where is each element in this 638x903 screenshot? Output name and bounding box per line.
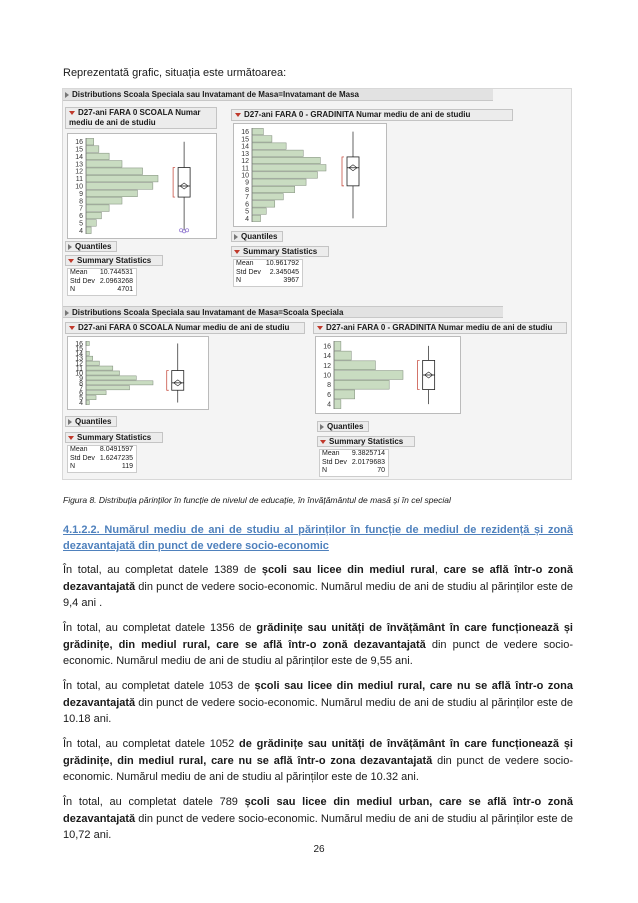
plot-svg xyxy=(316,337,460,413)
histogram-bar xyxy=(334,380,389,389)
figure-caption: Figura 8. Distribuția părinților în funcție de nivelul de educație, în învățământul de masă și în cel special xyxy=(63,495,451,505)
red-triangle-menu-icon[interactable] xyxy=(320,440,326,444)
red-triangle-menu-icon[interactable] xyxy=(69,326,75,330)
boxplot-box xyxy=(347,157,359,186)
summary-statistics-toggle[interactable]: Summary Statistics xyxy=(317,436,415,447)
text-run: din punct de vedere socio-economic. Numărul mediu de ani de studiu al părinților este de 10.18 ani. xyxy=(63,696,573,725)
histogram-bar xyxy=(86,400,89,404)
stat-row: Mean 10.744531 xyxy=(70,269,133,276)
stat-row: N 4701 xyxy=(70,286,133,293)
tick-label: 11 xyxy=(241,165,249,173)
collapse-icon[interactable] xyxy=(65,92,69,98)
histogram-bar xyxy=(86,212,101,219)
histogram-bar xyxy=(252,136,272,142)
histogram-bar xyxy=(86,175,158,182)
tick-label: 13 xyxy=(241,150,249,158)
boxplot-box xyxy=(172,371,184,391)
tick-label: 8 xyxy=(79,198,83,206)
summary-statistics-toggle[interactable]: Summary Statistics xyxy=(65,432,163,443)
tick-label: 6 xyxy=(327,391,331,399)
histogram-bar xyxy=(334,361,375,370)
tick-label: 12 xyxy=(75,168,83,176)
histogram-bar xyxy=(252,201,275,207)
stat-row: Mean 9.3825714 xyxy=(322,450,385,457)
tick-label: 9 xyxy=(79,375,83,383)
bold-text-run: de grădinițe sau unități de învățământ în care funcționează și grădinițe, din mediul rural, care nu se află într-o zona dezavantajată xyxy=(63,738,573,767)
collapse-icon[interactable] xyxy=(65,310,69,316)
histogram-bar xyxy=(86,190,137,197)
panel-header-scoala-speciala[interactable]: D27-ani FARA 0 SCOALA Numar mediu de ani de studiu xyxy=(65,322,305,334)
histogram-bar xyxy=(252,157,320,163)
section-header-speciala[interactable]: Distributions Scoala Speciala sau Invatamant de Masa=Scoala Speciala xyxy=(63,306,503,318)
outlier-point xyxy=(186,229,189,232)
panel-header-gradinita-masa[interactable]: D27-ani FARA 0 - GRADINITA Numar mediu de ani de studiu xyxy=(231,109,513,121)
histogram-bar xyxy=(334,400,341,409)
summary-statistics-toggle[interactable]: Summary Statistics xyxy=(65,255,163,266)
quantiles-toggle[interactable]: Quantiles xyxy=(65,241,117,252)
histogram-bar xyxy=(86,371,120,375)
collapse-icon[interactable] xyxy=(68,419,72,425)
red-triangle-menu-icon[interactable] xyxy=(235,113,241,117)
histogram-bar xyxy=(86,341,89,345)
histogram-boxplot-gradinita-speciala xyxy=(315,336,461,414)
plot-svg xyxy=(68,337,208,409)
tick-label: 10 xyxy=(241,172,249,180)
histogram-boxplot-gradinita-masa xyxy=(233,123,387,227)
tick-label: 4 xyxy=(245,215,249,223)
tick-label: 15 xyxy=(241,136,249,144)
boxplot-box xyxy=(178,168,190,198)
histogram-bar xyxy=(86,146,99,153)
tick-label: 10 xyxy=(75,370,83,378)
histogram-bar xyxy=(86,381,153,385)
panel-header-gradinita-speciala[interactable]: D27-ani FARA 0 - GRADINITA Numar mediu de ani de studiu xyxy=(313,322,567,334)
tick-label: 6 xyxy=(245,201,249,209)
stat-row: N 119 xyxy=(70,463,133,470)
histogram-bar xyxy=(86,351,89,355)
tick-label: 16 xyxy=(75,340,83,348)
histogram-bar xyxy=(252,193,283,199)
text-run: din punct de vedere socio-economic. Numărul mediu de ani de studiu al părinților este de 10,72 ani. xyxy=(63,812,573,841)
text-run: din punct de vedere socio-economic. Numărul mediu de ani de studiu al părinților este de 9,4 ani . xyxy=(63,580,573,609)
tick-label: 13 xyxy=(75,161,83,169)
tick-label: 4 xyxy=(79,227,83,235)
stat-row: Mean 10.961792 xyxy=(236,260,299,267)
shortest-half-bracket xyxy=(342,157,344,186)
tick-label: 7 xyxy=(79,205,83,213)
tick-label: 6 xyxy=(79,213,83,221)
tick-label: 7 xyxy=(245,194,249,202)
histogram-bar xyxy=(86,391,106,395)
histogram-bar xyxy=(252,186,295,192)
bold-text-run: școli sau licee din mediul urban, care se află într-o zonă dezavantajată xyxy=(63,796,573,825)
tick-label: 11 xyxy=(75,365,83,373)
text-run: În total, au completat datele 1389 de xyxy=(63,564,262,576)
panel-header-scoala-masa[interactable]: D27-ani FARA 0 SCOALA Numar mediu de ani de studiu xyxy=(65,107,217,129)
text-run: În total, au completat datele 789 xyxy=(63,796,245,808)
tick-label: 15 xyxy=(75,345,83,353)
histogram-bar xyxy=(86,168,143,175)
shortest-half-bracket xyxy=(418,360,420,389)
red-triangle-menu-icon[interactable] xyxy=(234,250,240,254)
histogram-bar xyxy=(86,197,122,204)
tick-label: 8 xyxy=(327,382,331,390)
summary-statistics-table xyxy=(233,259,303,287)
plot-svg xyxy=(68,134,216,238)
histogram-bar xyxy=(86,386,130,390)
histogram-bar xyxy=(86,356,93,360)
quantiles-toggle[interactable]: Quantiles xyxy=(231,231,283,242)
summary-statistics-toggle[interactable]: Summary Statistics xyxy=(231,246,329,257)
tick-label: 11 xyxy=(75,176,83,184)
text-run: În total, au completat datele 1052 xyxy=(63,738,240,750)
distribution-figure xyxy=(62,88,572,480)
histogram-bar xyxy=(86,376,136,380)
tick-label: 14 xyxy=(241,143,249,151)
collapse-icon[interactable] xyxy=(234,234,238,240)
paragraph-2 xyxy=(63,620,573,670)
tick-label: 16 xyxy=(75,139,83,147)
histogram-bar xyxy=(252,172,317,178)
red-triangle-menu-icon[interactable] xyxy=(317,326,323,330)
tick-label: 14 xyxy=(75,350,83,358)
tick-label: 9 xyxy=(245,179,249,187)
histogram-bar xyxy=(86,366,113,370)
plot-svg xyxy=(234,124,386,226)
histogram-bar xyxy=(252,215,261,221)
histogram-bar xyxy=(86,183,153,190)
paragraph-1 xyxy=(63,562,573,612)
histogram-bar xyxy=(86,220,96,227)
bold-text-run: școli sau licee din mediul rural, care nu se află într-o zona dezavantajată xyxy=(63,680,573,709)
histogram-bar xyxy=(252,143,286,149)
tick-label: 14 xyxy=(75,153,83,161)
page-number: 26 xyxy=(313,844,325,855)
text-run: În total, au completat datele 1053 de xyxy=(63,680,255,692)
histogram-bar xyxy=(252,208,266,214)
tick-label: 15 xyxy=(75,146,83,154)
summary-statistics-table xyxy=(319,449,389,477)
tick-label: 6 xyxy=(79,390,83,398)
section-heading: 4.1.2.2. Numărul mediu de ani de studiu al părinților în funcție de mediul de rezidență și zonă dezavantajată din punct de vedere socio-economic xyxy=(63,524,573,552)
histogram-bar xyxy=(86,138,94,145)
paragraph-4 xyxy=(63,736,573,786)
summary-statistics-table xyxy=(67,445,137,473)
text-run: din punct de vedere socio-economic. Numărul mediu de ani de studiu al părinților este de 9,55 ani. xyxy=(63,638,573,667)
tick-label: 7 xyxy=(79,385,83,393)
histogram-bar xyxy=(86,361,99,365)
bold-text-run: care se află într-o zonă dezavantajată xyxy=(63,564,573,593)
histogram-bar xyxy=(334,390,355,399)
stat-row: N 3967 xyxy=(236,277,299,284)
intro-text: Reprezentată grafic, situația este următoarea: xyxy=(63,67,287,79)
histogram-bar xyxy=(334,371,403,380)
paragraph-5 xyxy=(63,794,573,844)
stat-row: Mean 8.0491597 xyxy=(70,446,133,453)
histogram-bar xyxy=(86,153,109,160)
tick-label: 14 xyxy=(323,353,331,361)
bold-text-run: școli sau licee din mediul rural xyxy=(261,564,435,576)
stat-row: Std Dev 2.345045 xyxy=(236,268,299,276)
tick-label: 4 xyxy=(327,401,331,409)
histogram-bar xyxy=(86,227,91,234)
histogram-bar xyxy=(86,161,122,168)
tick-label: 16 xyxy=(241,129,249,137)
text-run: , xyxy=(434,564,444,576)
histogram-bar xyxy=(86,205,109,212)
text-run: În total, au completat datele 1356 de xyxy=(63,622,257,634)
text-run: din punct de vedere socio-economic. Numărul mediu de ani de studiu al părinților este de 10.32 ani. xyxy=(63,754,573,783)
red-triangle-menu-icon[interactable] xyxy=(68,436,74,440)
histogram-bar xyxy=(334,351,351,360)
stat-row: Std Dev 2.0963268 xyxy=(70,277,133,285)
stat-row: Std Dev 2.0179683 xyxy=(322,458,385,466)
tick-label: 12 xyxy=(241,158,249,166)
histogram-bar xyxy=(252,165,326,171)
tick-label: 10 xyxy=(323,372,331,380)
bold-text-run: grădinițe sau unități de învățământ în care funcționează și grădinițe, din mediul rural, care se află într-o zonă dezavantajată xyxy=(63,622,573,651)
collapse-icon[interactable] xyxy=(320,424,324,430)
histogram-bar xyxy=(252,128,263,134)
stat-row: Std Dev 1.6247235 xyxy=(70,454,133,462)
stat-row: N 70 xyxy=(322,467,385,474)
tick-label: 5 xyxy=(79,395,83,403)
tick-label: 10 xyxy=(75,183,83,191)
red-triangle-menu-icon[interactable] xyxy=(69,111,75,115)
collapse-icon[interactable] xyxy=(68,244,72,250)
tick-label: 12 xyxy=(75,360,83,368)
histogram-bar xyxy=(252,179,306,185)
shortest-half-bracket xyxy=(173,168,175,198)
histogram-boxplot-scoala-masa xyxy=(67,133,217,239)
paragraph-3 xyxy=(63,678,573,728)
section-header-masa[interactable]: Distributions Scoala Speciala sau Invatamant de Masa=Invatamant de Masa xyxy=(63,89,493,101)
quantiles-toggle[interactable]: Quantiles xyxy=(65,416,117,427)
tick-label: 16 xyxy=(323,343,331,351)
red-triangle-menu-icon[interactable] xyxy=(68,259,74,263)
summary-statistics-table xyxy=(67,268,137,296)
tick-label: 9 xyxy=(79,190,83,198)
quantiles-toggle[interactable]: Quantiles xyxy=(317,421,369,432)
tick-label: 5 xyxy=(245,208,249,216)
histogram-bar xyxy=(334,341,341,350)
tick-label: 5 xyxy=(79,220,83,228)
histogram-boxplot-scoala-speciala xyxy=(67,336,209,410)
histogram-bar xyxy=(252,150,303,156)
tick-label: 12 xyxy=(323,362,331,370)
tick-label: 8 xyxy=(245,186,249,194)
shortest-half-bracket xyxy=(167,371,169,391)
tick-label: 13 xyxy=(75,355,83,363)
histogram-bar xyxy=(86,396,96,400)
tick-label: 4 xyxy=(79,400,83,408)
tick-label: 8 xyxy=(79,380,83,388)
